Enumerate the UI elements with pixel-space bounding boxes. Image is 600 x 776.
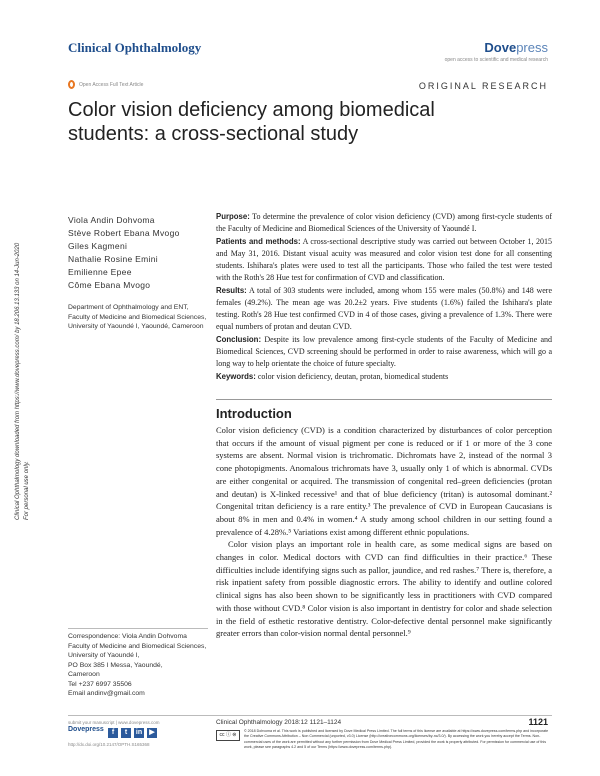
intro-paragraph: Color vision plays an important role in health care, as some medical signs are based on changes in color. Medical doctors with CVD can find difficulties in their practice.⁶ These difficulties include identifying signs such as pallor, jaundice, and red rashes.⁷ There is, therefore, a risk inpatient safety from possible diagnostic errors. The ability to identify and outline colored clinical signs has also been shown to be significantly less in practitioners with CVD compared with those without CVD.⁸ Color vision is also important in dentistry for color and shade selection in the field of esthetic restorative dentistry. Color-defective dental personnel make significantly greater errors than color-vision normal dental personnel.⁹ xyxy=(216,539,552,639)
side-download-note xyxy=(14,160,50,520)
abstract xyxy=(216,211,552,384)
publisher-logo xyxy=(484,40,548,55)
article-title: Color vision deficiency among biomedical students: a cross-sectional study xyxy=(68,99,435,145)
conclusion-label: Conclusion: xyxy=(216,335,262,344)
open-access-badge xyxy=(68,80,143,89)
purpose-text: To determine the prevalence of color vision deficiency (CVD) among first-cycle students of the Faculty of Medicine and Biomedical Sciences of the University of Yaoundé I. xyxy=(216,212,552,233)
cc-license-icon[interactable]: cc ⓘ ⊜ xyxy=(216,730,240,741)
social-links xyxy=(108,728,157,738)
methods-label: Patients and methods: xyxy=(216,237,301,246)
license-text: © 2018 Dohvoma et al. This work is published and licensed by Dove Medical Press Limited. The full terms of this license are available at https://www.dovepress.com/terms.php and incorporate the Creative Commons Attribution – Non Commercial (unported, v3.0) License (http://creativecommons.org/licenses/by-nc/3.0/). By accessing the work you hereby accept the Terms. Non-commercial uses of the work are permitted without any further permission from Dove Medical Press Limited, provided the work is properly attributed. For permission for commercial use of this work, please see paragraphs 4.2 and 5 of our Terms (https://www.dovepress.com/terms.php). xyxy=(244,729,549,749)
footer-brand: Dovepress xyxy=(68,726,104,733)
methods-text: A cross-sectional descriptive study was carried out between October 1, 2015 and May 31, 2016. Distant visual acuity was measured and color vision test done for all consenting students. Ishihara's plates were used to test all the participants. Those who failed the test were tested with the Roth's 28 Hue test for confirmation of CVD and classification. xyxy=(216,237,552,282)
author-name: Giles Kagmeni xyxy=(68,241,128,251)
open-access-text: Open Access Full Text Article xyxy=(79,81,144,88)
publisher-sub: press xyxy=(516,40,548,55)
corr-line: Faculty of Medicine and Biomedical Sciences, University of Yaoundé I, xyxy=(68,642,207,659)
linkedin-icon[interactable]: in xyxy=(135,729,143,736)
footer-citation: Clinical Ophthalmology 2018:12 1121–1124 xyxy=(216,719,342,726)
publisher-tagline: open access to scientific and medical research xyxy=(444,57,548,63)
affiliation: Department of Ophthalmology and ENT, Faculty of Medicine and Biomedical Sciences, University of Yaoundé I, Yaoundé, Cameroon xyxy=(68,304,207,330)
journal-name: Clinical Ophthalmology xyxy=(68,40,202,55)
author-name: Côme Ebana Mvogo xyxy=(68,280,151,290)
corr-line: Cameroon xyxy=(68,671,100,678)
twitter-icon[interactable]: t xyxy=(121,728,131,738)
results-text: A total of 303 students were included, among whom 155 were males (50.8%) and 148 were females (49.2%). The mean age was 20.2±2 years. Five students (1.6%) failed the Ishihara's plate testing. Roth's 28 Hue test confirmed CVD in 4 of those cases, giving a prevalence of 1.3%. There were equal numbers of protan and deutan CVD. xyxy=(216,286,552,331)
introduction-heading: Introduction xyxy=(216,406,292,421)
intro-paragraph: Color vision deficiency (CVD) is a condition characterized by disturbances of color perception that occurs if the amount of visual pigment per cone is reduced or if 1 or more of the 3 cone systems are absent. Normal vision is trichromatic. Dichromats have 2, instead of the normal 3 cone photopigments. Anomalous trichromats have 3, usually only 1 of which is abnormal. CVDs are either congenital or acquired. The transmission of congenital red–green deficiencies (protan and deutan) is X-linked recessive¹ and that of blue deficiency (tritan) is autosomal dominant.² Congenital tritan deficiency is a rare entity.³ The prevalence of CVD in European Caucasians is about 8% in men and 0.4% in women.⁴ A study among school children in our setting found a prevalence of 4.28%.⁵ Variations exist among different ethnic populations. xyxy=(216,425,552,537)
introduction-body xyxy=(216,424,552,640)
publisher-main: Dove xyxy=(484,40,517,55)
facebook-icon[interactable]: f xyxy=(108,728,118,738)
corr-email[interactable]: Email andinv@gmail.com xyxy=(68,690,145,697)
correspondence xyxy=(68,632,208,699)
author-name: Nathalie Rosine Emini xyxy=(68,254,158,264)
submit-link[interactable]: submit your manuscript | www.dovepress.com xyxy=(68,720,160,725)
author-name: Stève Robert Ebana Mvogo xyxy=(68,228,180,238)
side-note-line2: For personal use only. xyxy=(24,461,30,520)
side-note-line1: Clinical Ophthalmology downloaded from https://www.dovepress.com/ by 18.206.13.133 on 14-Jun-2020 xyxy=(15,242,21,520)
author-name: Emilienne Epee xyxy=(68,267,132,277)
purpose-label: Purpose: xyxy=(216,212,250,221)
conclusion-text: Despite its low prevalence among first-cycle students of the Faculty of Medicine and Biomedical Sciences, CVD screening should be performed in order to raise awareness, which will go a long way to help orientate the choice of future specialty. xyxy=(216,335,552,368)
author-list xyxy=(68,214,180,292)
open-access-icon xyxy=(68,80,75,89)
page-number: 1121 xyxy=(528,717,548,727)
doi-link[interactable]: http://dx.doi.org/10.2147/OPTH.S165368 xyxy=(68,742,150,747)
section-label: ORIGINAL RESEARCH xyxy=(418,81,548,91)
footer-divider xyxy=(68,715,552,716)
correspondence-divider xyxy=(68,628,208,629)
corr-line: Correspondence: Viola Andin Dohvoma xyxy=(68,633,187,640)
abstract-divider xyxy=(216,399,552,400)
author-name: Viola Andin Dohvoma xyxy=(68,215,155,225)
keywords-text: color vision deficiency, deutan, protan, biomedical students xyxy=(255,372,449,381)
corr-line: Tel +237 6997 35506 xyxy=(68,680,132,688)
corr-line: PO Box 385 I Messa, Yaoundé, xyxy=(68,661,163,669)
youtube-icon[interactable]: ▶ xyxy=(147,728,157,738)
results-label: Results: xyxy=(216,286,247,295)
keywords-label: Keywords: xyxy=(216,372,256,381)
